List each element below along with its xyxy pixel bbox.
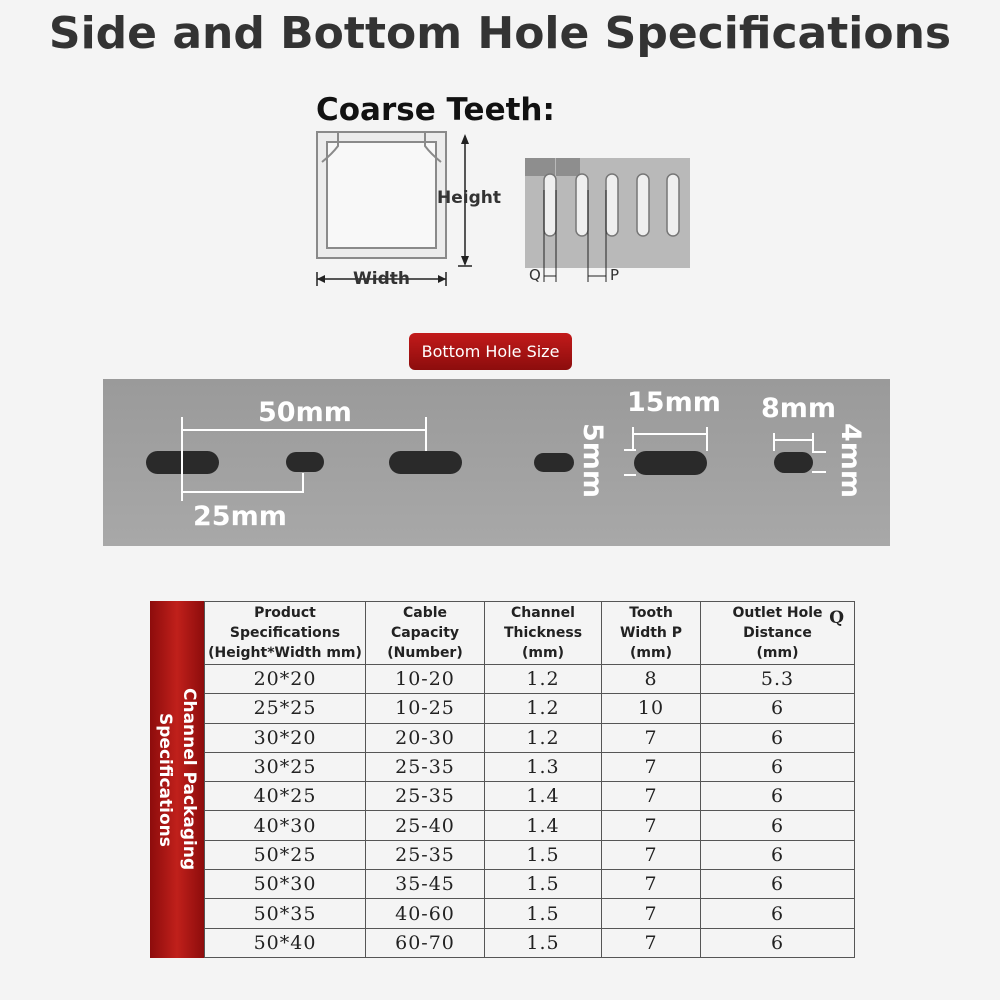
dimension-4mm: 4mm — [835, 423, 866, 499]
height-label: Height — [437, 188, 501, 208]
table-side-label — [150, 601, 204, 958]
table-cell: 8 — [602, 665, 701, 694]
dimension-15mm: 15mm — [627, 387, 721, 418]
dimension-50mm: 50mm — [258, 397, 352, 428]
table-row — [205, 752, 855, 781]
bottom-slot-short — [534, 453, 574, 472]
table-row — [205, 899, 855, 928]
header-q-label: Q — [829, 608, 844, 628]
table-cell: 7 — [602, 870, 701, 899]
table-cell: 6 — [701, 811, 855, 840]
dimension-5mm: 5mm — [577, 423, 608, 499]
dimension-8mm: 8mm — [761, 393, 837, 424]
table-row — [205, 782, 855, 811]
table-cell: 50*40 — [205, 928, 366, 957]
table-cell: 1.4 — [485, 811, 602, 840]
table-cell: 1.3 — [485, 752, 602, 781]
width-label: Width — [353, 269, 410, 289]
table-cell: 50*35 — [205, 899, 366, 928]
table-cell: 1.5 — [485, 899, 602, 928]
specifications-table — [204, 601, 855, 958]
table-cell: 1.2 — [485, 694, 602, 723]
table-cell: 50*30 — [205, 870, 366, 899]
header-cable-capacity: Cable Capacity (Number) — [366, 602, 485, 665]
table-cell: 7 — [602, 899, 701, 928]
table-cell: 50*25 — [205, 840, 366, 869]
table-cell: 6 — [701, 752, 855, 781]
header-tooth-width: Tooth Width P (mm) — [602, 602, 701, 665]
table-row — [205, 694, 855, 723]
table-cell: 6 — [701, 899, 855, 928]
table-row — [205, 665, 855, 694]
table-cell: 5.3 — [701, 665, 855, 694]
table-cell: 30*20 — [205, 723, 366, 752]
table-row — [205, 840, 855, 869]
table-cell: 1.5 — [485, 870, 602, 899]
table-cell: 20*20 — [205, 665, 366, 694]
table-cell: 60-70 — [366, 928, 485, 957]
table-cell: 40*30 — [205, 811, 366, 840]
table-cell: 6 — [701, 928, 855, 957]
table-row — [205, 928, 855, 957]
table-cell: 40*25 — [205, 782, 366, 811]
table-header-row — [205, 602, 855, 665]
table-cell: 6 — [701, 723, 855, 752]
table-cell: 7 — [602, 782, 701, 811]
table-cell: 35-45 — [366, 870, 485, 899]
table-cell: 1.2 — [485, 665, 602, 694]
table-cell: 7 — [602, 928, 701, 957]
p-label: P — [610, 266, 620, 284]
table-side-label-line1: Channel Packaging — [179, 688, 199, 871]
dimension-25mm: 25mm — [193, 501, 287, 532]
table-cell: 10-20 — [366, 665, 485, 694]
bottom-slot-short — [286, 452, 324, 472]
table-cell: 6 — [701, 694, 855, 723]
table-cell: 7 — [602, 752, 701, 781]
table-row — [205, 870, 855, 899]
bottom-slot-long — [389, 451, 462, 474]
table-cell: 10 — [602, 694, 701, 723]
bottom-hole-size-badge: Bottom Hole Size — [409, 333, 572, 370]
table-row — [205, 811, 855, 840]
table-side-label-line2: Specifications — [155, 712, 175, 847]
table-cell: 1.5 — [485, 840, 602, 869]
table-cell: 6 — [701, 870, 855, 899]
table-row — [205, 723, 855, 752]
table-cell: 25-35 — [366, 782, 485, 811]
header-channel-thickness: Channel Thickness (mm) — [485, 602, 602, 665]
table-cell: 7 — [602, 811, 701, 840]
table-cell: 1.2 — [485, 723, 602, 752]
header-outlet-hole-distance: Outlet Hole Distance (mm) Q — [701, 602, 855, 665]
table-cell: 30*25 — [205, 752, 366, 781]
bottom-slot-long — [634, 451, 707, 475]
bottom-slot-short — [774, 452, 813, 473]
table-cell: 25-35 — [366, 840, 485, 869]
page-title: Side and Bottom Hole Specifications — [48, 8, 952, 59]
table-cell: 25-40 — [366, 811, 485, 840]
table-cell: 6 — [701, 840, 855, 869]
bottom-hole-strip — [103, 379, 890, 546]
channel-cross-section-diagram — [310, 128, 510, 293]
table-cell: 7 — [602, 723, 701, 752]
q-label: Q — [529, 266, 541, 284]
table-cell: 10-25 — [366, 694, 485, 723]
table-cell: 7 — [602, 840, 701, 869]
table-cell: 6 — [701, 782, 855, 811]
table-cell: 40-60 — [366, 899, 485, 928]
table-cell: 1.5 — [485, 928, 602, 957]
coarse-teeth-heading: Coarse Teeth: — [316, 92, 555, 128]
table-cell: 20-30 — [366, 723, 485, 752]
table-cell: 25-35 — [366, 752, 485, 781]
table-cell: 25*25 — [205, 694, 366, 723]
table-cell: 1.4 — [485, 782, 602, 811]
header-product-spec: Product Specifications (Height*Width mm) — [205, 602, 366, 665]
